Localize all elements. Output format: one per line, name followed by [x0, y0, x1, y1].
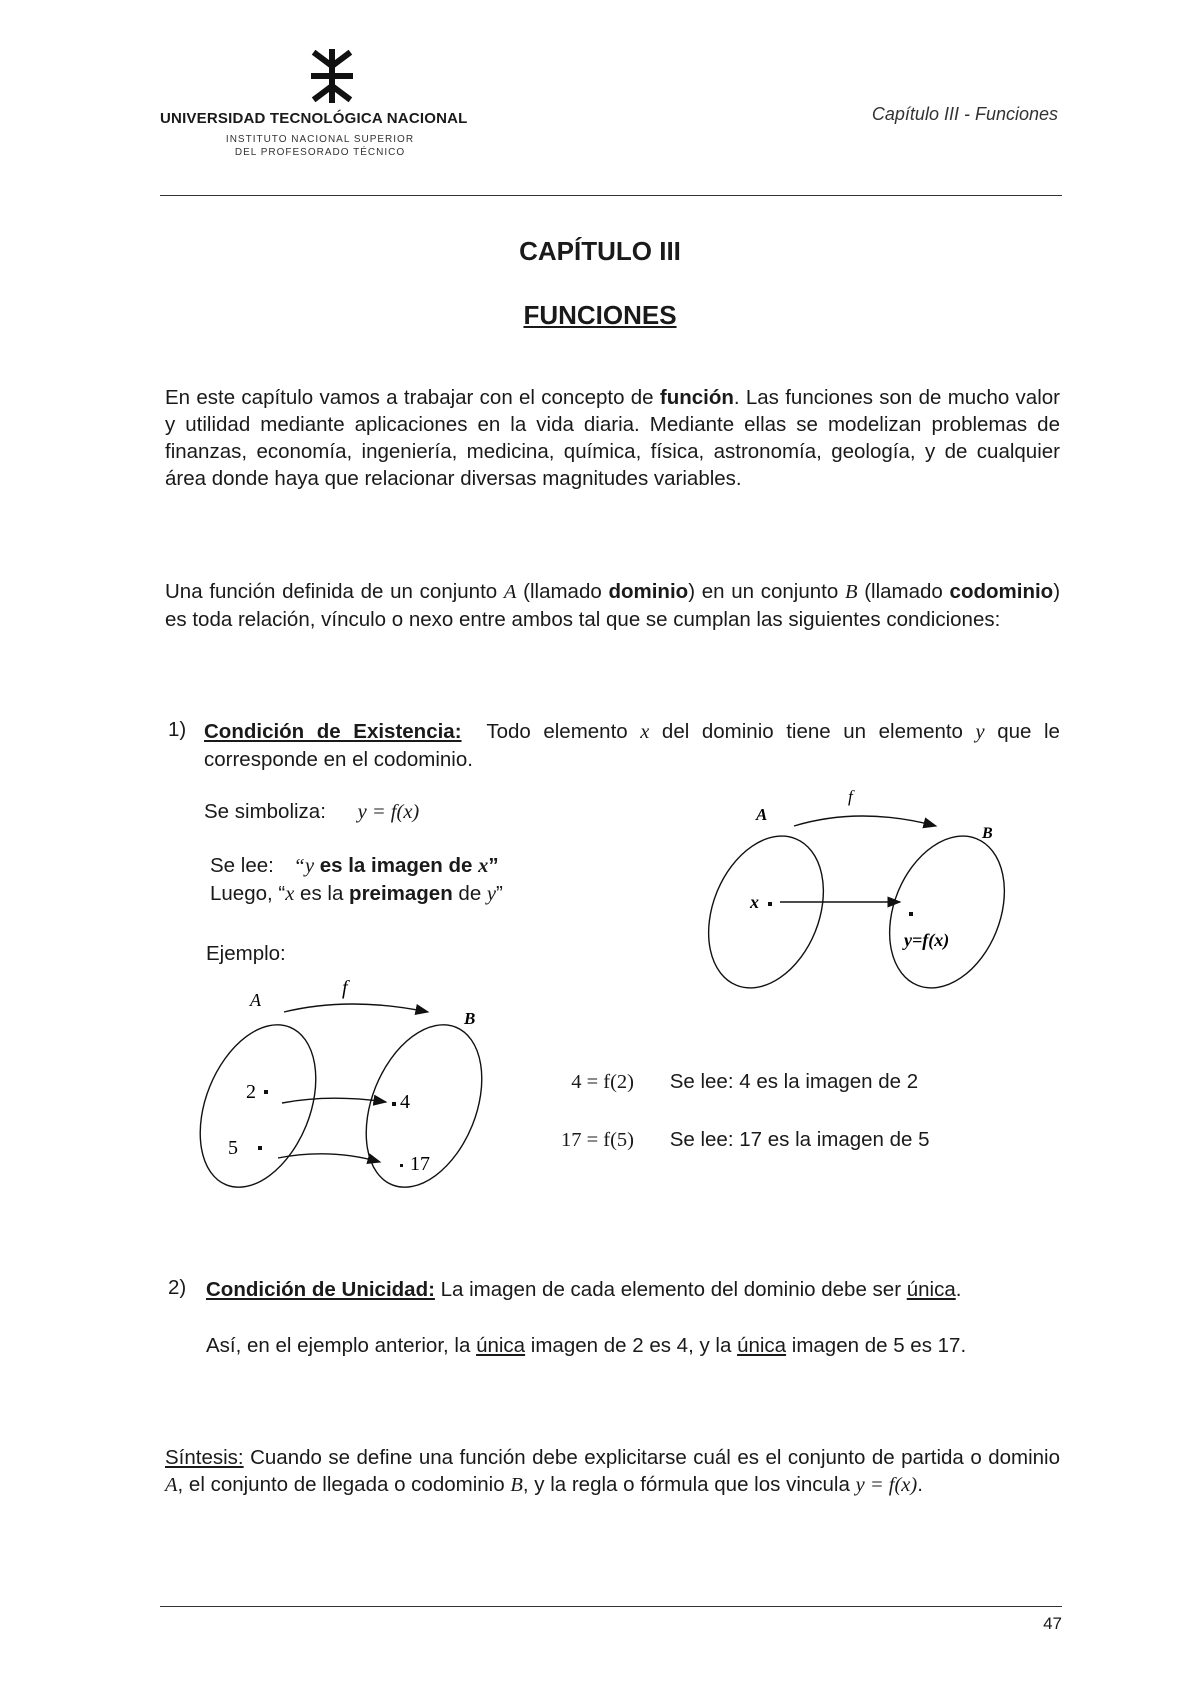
- def-set-a: A: [503, 581, 517, 603]
- symbolizes-label: Se simboliza:: [204, 800, 326, 823]
- general-set-a-label: A: [756, 805, 768, 824]
- symbolizes-formula: y = f(x): [357, 801, 420, 823]
- reads-line: [210, 854, 499, 878]
- synthesis-text-2: , el conjunto de llegada o codominio: [177, 1473, 511, 1496]
- general-elem-x: x: [750, 892, 759, 912]
- synthesis-set-a: A: [165, 1474, 178, 1496]
- def-text-2: (llamado: [516, 580, 609, 603]
- reads-var-y: y: [304, 855, 315, 877]
- synthesis-label: Síntesis:: [165, 1446, 244, 1469]
- university-name: UNIVERSIDAD TECNOLÓGICA NACIONAL: [160, 110, 468, 127]
- synthesis-set-b: B: [510, 1474, 523, 1496]
- cond1-var-x: x: [640, 721, 650, 743]
- example-read-2: Se lee: 17 es la imagen de 5: [669, 1128, 930, 1151]
- intro-paragraph: [165, 384, 1060, 492]
- chapter-title: CAPÍTULO III: [519, 236, 681, 266]
- cond2-text-3: Así, en el ejemplo anterior, la: [206, 1334, 477, 1357]
- synthesis-paragraph: [165, 1444, 1060, 1499]
- example-point-4: [392, 1102, 396, 1106]
- reads-bold-text: es la imagen de: [314, 854, 479, 877]
- general-func-arrow: [794, 816, 936, 826]
- example-label: Ejemplo:: [206, 942, 286, 965]
- example-set-b-label: B: [464, 1009, 476, 1028]
- example-point-17: [400, 1164, 403, 1167]
- example-codomain-elem-17: 17: [410, 1153, 430, 1175]
- reads-quote-close: ”: [488, 854, 499, 877]
- def-text-3: ) en un conjunto: [688, 580, 845, 603]
- subject-title-text: FUNCIONES: [523, 300, 677, 330]
- then-var-y: y: [486, 883, 497, 905]
- example-set-a-ellipse: [190, 1008, 338, 1205]
- cond2-text-1: La imagen de cada elemento del dominio debe ser: [434, 1278, 907, 1301]
- general-set-b-label: B: [982, 825, 993, 842]
- synthesis-formula: y = f(x): [855, 1474, 918, 1496]
- example-row-1: [538, 1070, 918, 1094]
- footer-rule: [160, 1606, 1062, 1607]
- cond2-paragraph: [206, 1276, 1060, 1303]
- general-point-y: [909, 912, 913, 916]
- def-text-1: Una función definida de un conjunto: [165, 580, 504, 603]
- chapter-reference: Capítulo III - Funciones: [871, 104, 1058, 124]
- def-text-4: (llamado: [857, 580, 950, 603]
- then-var-x: x: [285, 883, 295, 905]
- institute-line-2: DEL PROFESORADO TÉCNICO: [234, 147, 406, 158]
- example-formula-1: 4 = f(2): [571, 1071, 634, 1093]
- example-formula-2: 17 = f(5): [560, 1129, 634, 1151]
- example-arrow-5-to-17: [278, 1154, 380, 1162]
- intro-text-1: En este capítulo vamos a trabajar con el concepto de: [165, 386, 660, 409]
- cond1-number: 1): [168, 718, 187, 741]
- example-set-a-label: A: [250, 990, 261, 1010]
- cond1-text-3: que le corresponde en el codominio.: [204, 720, 1060, 771]
- cond2-text-5: imagen de 5 es 17.: [786, 1334, 967, 1357]
- synthesis-text-4: .: [917, 1473, 923, 1496]
- cond1-title: Condición de Existencia:: [204, 720, 462, 743]
- cond1-text-1: Todo elemento: [486, 720, 641, 743]
- example-point-2: [264, 1090, 268, 1094]
- general-set-a-ellipse: [690, 819, 845, 1000]
- cond1-paragraph: [204, 718, 1060, 773]
- general-func-label: f: [848, 787, 853, 806]
- def-bold-dominio: dominio: [608, 580, 689, 603]
- intro-bold-funcion: función: [659, 386, 734, 409]
- cond2-underline-unica-2: única: [476, 1334, 526, 1357]
- general-elem-y: y=f(x): [904, 930, 950, 950]
- cond1-var-y: y: [975, 721, 985, 743]
- def-text-5: ) es toda relación, vínculo o nexo entre ambos tal que se cumplan las siguientes condiciones:: [165, 580, 1061, 631]
- utn-logo: [308, 48, 356, 104]
- def-bold-codominio: codominio: [949, 580, 1054, 603]
- example-codomain-elem-4: 4: [400, 1091, 410, 1113]
- intro-text-2: . Las funciones son de mucho valor y utilidad mediante aplicaciones en la vida diaria. Mediante ellas se modelizan problemas de finanzas, economía, ingeniería, medicina, química, física, astronomía, geología, y de cualquier área donde haya que relacionar diversas magnitudes variables.: [165, 386, 1060, 490]
- general-mapping-diagram: [690, 780, 1030, 1000]
- header-rule: [160, 195, 1062, 196]
- cond1-text-2: del dominio tiene un elemento: [649, 720, 976, 743]
- example-func-arrow: [284, 1004, 428, 1012]
- reads-var-x: x: [478, 855, 489, 877]
- then-line: [210, 882, 503, 906]
- cond2-number: 2): [168, 1276, 187, 1299]
- general-set-b-ellipse: [868, 819, 1025, 1000]
- cond2-text-4: imagen de 2 es 4, y la: [525, 1334, 738, 1357]
- example-func-label: f: [342, 977, 348, 999]
- example-row-2: [538, 1128, 930, 1152]
- def-set-b: B: [844, 581, 858, 603]
- example-mapping-diagram: [190, 966, 510, 1216]
- institute-line-1: INSTITUTO NACIONAL SUPERIOR: [225, 134, 415, 145]
- cond2-underline-unica-1: única: [906, 1278, 956, 1301]
- reads-label: Se lee:: [210, 854, 274, 877]
- cond2-text-2: .: [955, 1278, 962, 1301]
- symbolizes-line: [204, 800, 419, 824]
- example-domain-elem-2: 2: [246, 1081, 256, 1103]
- synthesis-text-1: Cuando se define una función debe explicitarse cuál es el conjunto de partida o dominio: [243, 1446, 1060, 1469]
- general-point-x: [768, 902, 772, 906]
- then-text-1: Luego, “: [210, 882, 286, 905]
- then-text-2: es la: [294, 882, 350, 905]
- then-bold-preimagen: preimagen: [349, 882, 453, 905]
- subject-title: [0, 300, 1200, 331]
- cond2-underline-unica-3: única: [737, 1334, 787, 1357]
- synthesis-text-3: , y la regla o fórmula que los vincula: [522, 1473, 856, 1496]
- page-number: 47: [1043, 1614, 1062, 1633]
- cond2-title: Condición de Unicidad:: [206, 1278, 435, 1301]
- institute-name: [160, 133, 480, 159]
- then-quote-close: ”: [496, 882, 503, 905]
- cond2-example-paragraph: [206, 1332, 1060, 1359]
- definition-paragraph: [165, 578, 1060, 633]
- example-point-5: [258, 1146, 262, 1150]
- reads-quote-open: “: [293, 855, 305, 877]
- example-domain-elem-5: 5: [228, 1137, 238, 1159]
- example-read-1: Se lee: 4 es la imagen de 2: [669, 1070, 919, 1093]
- then-text-3: de: [452, 882, 487, 905]
